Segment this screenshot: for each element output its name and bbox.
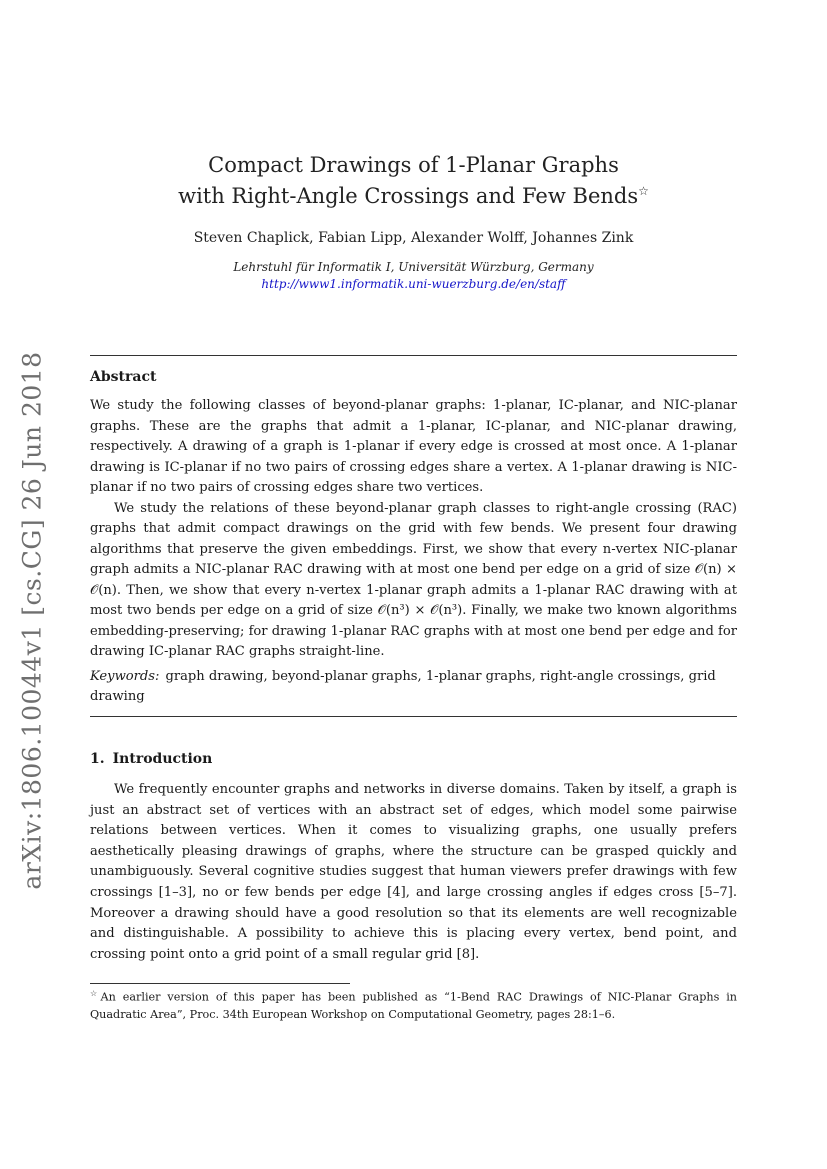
keywords-label: Keywords: — [90, 669, 160, 684]
affiliation: Lehrstuhl für Informatik I, Universität Würzburg, Germany — [233, 260, 594, 274]
title-line-1: Compact Drawings of 1-Planar Graphs — [208, 153, 619, 177]
arxiv-side-stamp — [10, 350, 54, 890]
staff-url-link[interactable]: http://www1.informatik.uni-wuerzburg.de/en/staff — [261, 277, 566, 291]
keywords-text: graph drawing, beyond-planar graphs, 1-planar graphs, right-angle crossings, grid drawing — [90, 669, 716, 704]
footnote-rule — [90, 983, 350, 984]
section-heading — [90, 751, 212, 767]
abstract-paragraph-2: We study the relations of these beyond-planar graph classes to right-angle crossing (RAC) graphs that admit compact drawings on the grid with few bends. We present four drawing algorithms that preserve the given embeddings. First, we show that every n-vertex NIC-planar graph admits a NIC-planar RAC drawing with at most one bend per edge on a grid of size 𝒪(n) × 𝒪(n). Then, we show that every n-vertex 1-planar graph admits a 1-planar RAC drawing with at most two bends per edge on a grid of size 𝒪(n³) × 𝒪(n³). Finally, we make two known algorithms embedding-preserving; for drawing 1-planar RAC graphs with at most one bend per edge and for drawing IC-planar RAC graphs straight-line. — [90, 500, 737, 659]
abstract-paragraph-1: We study the following classes of beyond-planar graphs: 1-planar, IC-planar, and NIC-planar graphs. These are the graphs that admit a 1-planar, IC-planar, and NIC-planar drawing, respectively. A drawing of a graph is 1-planar if every edge is crossed at most once. A 1-planar drawing is IC-planar if no two pairs of crossing edges share a vertex. A 1-planar drawing is NIC-planar if no two pairs of crossing edges share two vertices. — [90, 398, 737, 495]
paper-title — [90, 150, 737, 212]
section-title: Introduction — [112, 751, 213, 767]
abstract-top-rule — [90, 355, 737, 356]
arxiv-identifier: arXiv:1806.10044v1 [cs.CG] 26 Jun 2018 — [17, 350, 47, 890]
introduction-paragraph: We frequently encounter graphs and networks in diverse domains. Taken by itself, a graph is just an abstract set of vertices with an abstract set of edges, which model some pairwise relations between vertices. When it comes to visualizing graphs, one usually prefers aesthetically pleasing drawings of graphs, where the structure can be grasped quickly and unambiguously. Several cognitive studies suggest that human viewers prefer drawings with few crossings [1–3], no or few bends per edge [4], and large crossing angles if edges cross [5–7]. Moreover a drawing should have a good resolution so that its elements are well recognizable and distinguishable. A possibility to achieve this is placing every vertex, bend point, and crossing point onto a grid point of a small regular grid [8]. — [90, 782, 737, 962]
footnote — [90, 985, 737, 1023]
footnote-mark: ☆ — [90, 989, 101, 998]
abstract-body — [90, 396, 737, 663]
abstract-heading: Abstract — [90, 369, 157, 385]
title-footnote-mark: ☆ — [638, 184, 649, 198]
title-line-2 — [90, 181, 737, 212]
affiliation-block — [90, 259, 737, 293]
abstract-bottom-rule — [90, 716, 737, 717]
keywords — [90, 667, 737, 707]
author-list: Steven Chaplick, Fabian Lipp, Alexander Wolff, Johannes Zink — [193, 230, 634, 246]
footnote-text: An earlier version of this paper has been published as “1-Bend RAC Drawings of NIC-Planar Graphs in Quadratic Area”, Proc. 34th European Workshop on Computational Geometry, pages 28:1–6. — [90, 990, 738, 1021]
title-line-2-text: with Right-Angle Crossings and Few Bends — [178, 184, 639, 208]
section-number: 1. — [90, 751, 105, 767]
